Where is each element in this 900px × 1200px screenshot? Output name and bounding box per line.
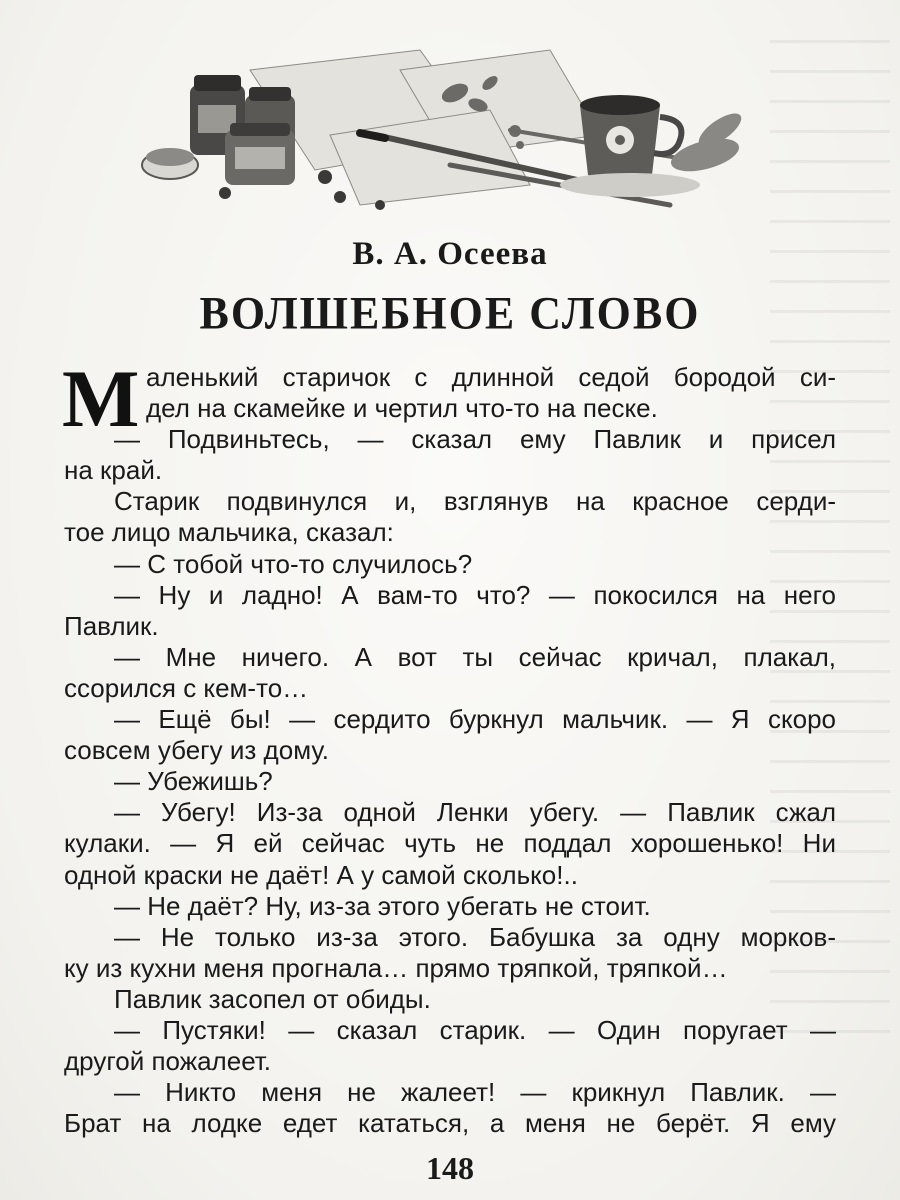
text-line: на край. xyxy=(64,455,163,486)
text-line: Павлик засопел от обиды. xyxy=(114,983,431,1014)
text-line: — Пустяки! — сказал старик. — Один поругает — xyxy=(114,1014,836,1045)
text-line: — Ещё бы! — сердито буркнул мальчик. — Я скоро xyxy=(114,704,836,735)
text-line: Старик подвинулся и, взглянув на красное серди- xyxy=(114,486,836,517)
story-text xyxy=(62,353,836,1139)
text-line: ку из кухни меня прогнала… прямо тряпкой, тряпкой… xyxy=(64,952,728,983)
text-line: дел на скамейке и чертил что-то на песке. xyxy=(146,393,658,424)
text-line: — Никто меня не жалеет! — крикнул Павлик. — xyxy=(114,1077,836,1108)
text-line: — С тобой что-то случилось? xyxy=(114,548,473,579)
text-line: Павлик. xyxy=(64,610,159,641)
author-name: В. А. Осеева xyxy=(352,236,548,272)
text-line: ссорился с кем-то… xyxy=(64,672,309,703)
text-line: — Убегу! Из-за одной Ленки убегу. — Павлик сжал xyxy=(114,797,836,828)
text-line: одной краски не даёт! А у самой сколько!.. xyxy=(64,859,578,890)
still-life-illustration xyxy=(130,35,770,225)
story-title: ВОЛШЕБНОЕ СЛОВО xyxy=(199,287,701,340)
text-line: — Подвиньтесь, — сказал ему Павлик и присел xyxy=(114,424,836,455)
text-line: — Не даёт? Ну, из-за этого убегать не стоит. xyxy=(114,890,651,921)
text-line: — Мне ничего. А вот ты сейчас кричал, плакал, xyxy=(114,641,836,672)
text-line: — Не только из-за этого. Бабушка за одну морков- xyxy=(114,921,836,952)
text-line: — Ну и ладно! А вам-то что? — покосился на него xyxy=(114,579,836,610)
text-line: совсем убегу из дому. xyxy=(64,735,329,766)
text-line: кулаки. — Я ей сейчас чуть не поддал хорошенько! Ни xyxy=(64,828,836,859)
drop-cap: М xyxy=(62,353,140,444)
text-line: — Убежишь? xyxy=(114,766,273,797)
text-line: Брат на лодке едет кататься, а меня не берёт. Я ему xyxy=(64,1108,836,1139)
cup xyxy=(560,95,700,197)
text-line: другой пожалеет. xyxy=(64,1046,272,1077)
text-line: аленький старичок с длинной седой бородой си- xyxy=(146,362,836,392)
text-line: тое лицо мальчика, сказал: xyxy=(64,517,394,548)
page-number: 148 xyxy=(426,1150,474,1186)
